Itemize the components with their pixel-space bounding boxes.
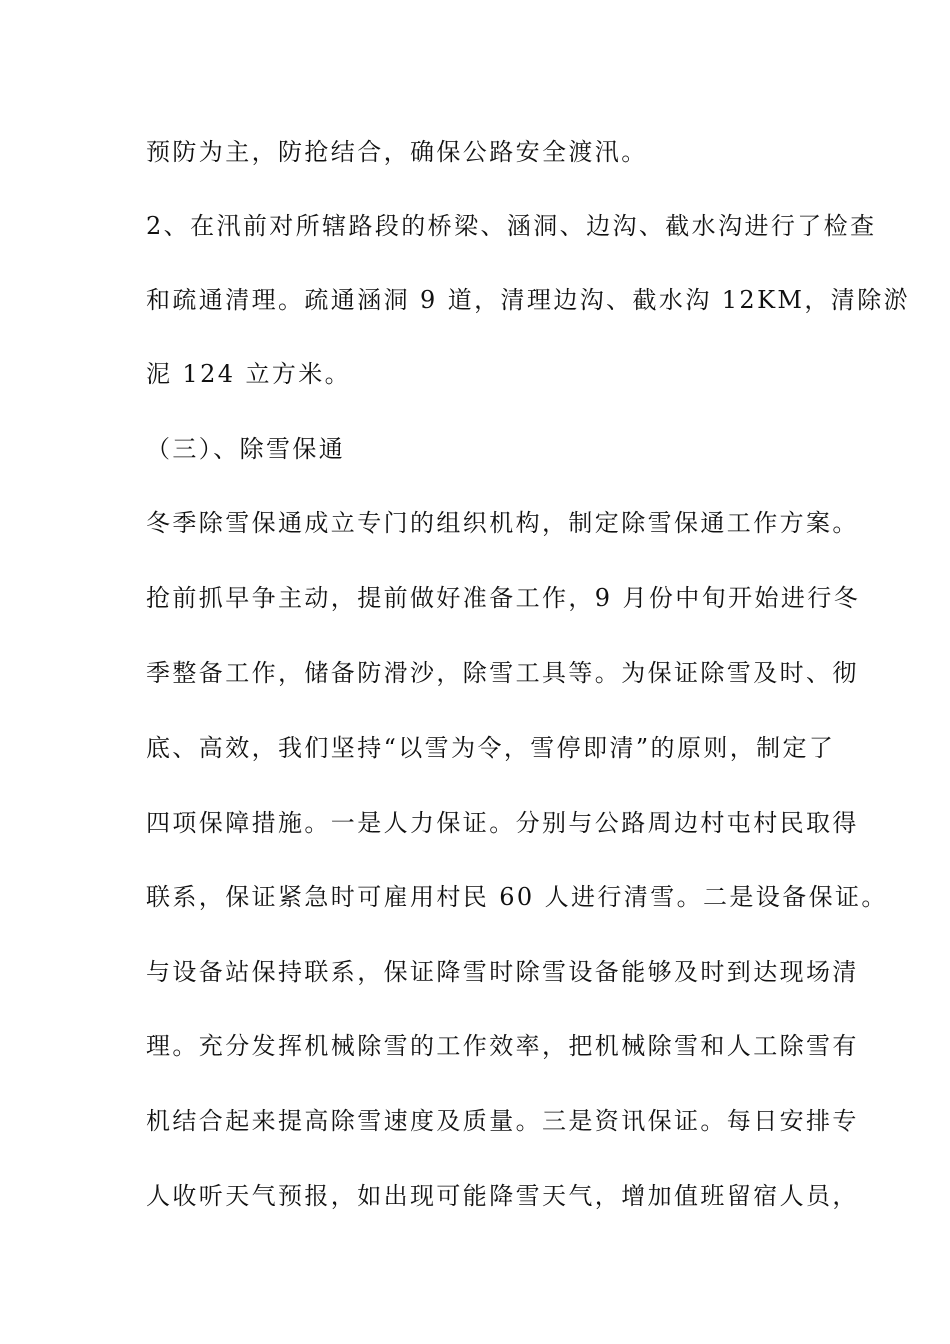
text-line: 和疏通清理。疏通涵洞 9 道，清理边沟、截水沟 12KM，清除淤 xyxy=(146,286,910,314)
text-line: 人收听天气预报，如出现可能降雪天气，增加值班留宿人员， xyxy=(146,1182,859,1210)
text-line: 预防为主，防抢结合，确保公路安全渡汛。 xyxy=(146,138,648,166)
text-line: 泥 124 立方米。 xyxy=(146,360,352,388)
text-line: 理。充分发挥机械除雪的工作效率，把机械除雪和人工除雪有 xyxy=(146,1032,859,1060)
text-line: 底、高效，我们坚持“以雪为令，雪停即清”的原则，制定了 xyxy=(146,734,836,762)
text-line: 季整备工作，储备防滑沙，除雪工具等。为保证除雪及时、彻 xyxy=(146,659,859,687)
text-line: 冬季除雪保通成立专门的组织机构，制定除雪保通工作方案。 xyxy=(146,509,859,537)
text-line: 抢前抓早争主动，提前做好准备工作，9 月份中旬开始进行冬 xyxy=(146,584,861,612)
text-line: 机结合起来提高除雪速度及质量。三是资讯保证。每日安排专 xyxy=(146,1107,859,1135)
text-line: 联系，保证紧急时可雇用村民 60 人进行清雪。二是设备保证。 xyxy=(146,883,888,911)
text-line: 2、在汛前对所辖路段的桥梁、涵洞、边沟、截水沟进行了检查 xyxy=(146,212,877,240)
section-heading: （三）、除雪保通 xyxy=(146,435,346,463)
text-line: 与设备站保持联系，保证降雪时除雪设备能够及时到达现场清 xyxy=(146,958,859,986)
text-line: 四项保障措施。一是人力保证。分别与公路周边村屯村民取得 xyxy=(146,809,859,837)
